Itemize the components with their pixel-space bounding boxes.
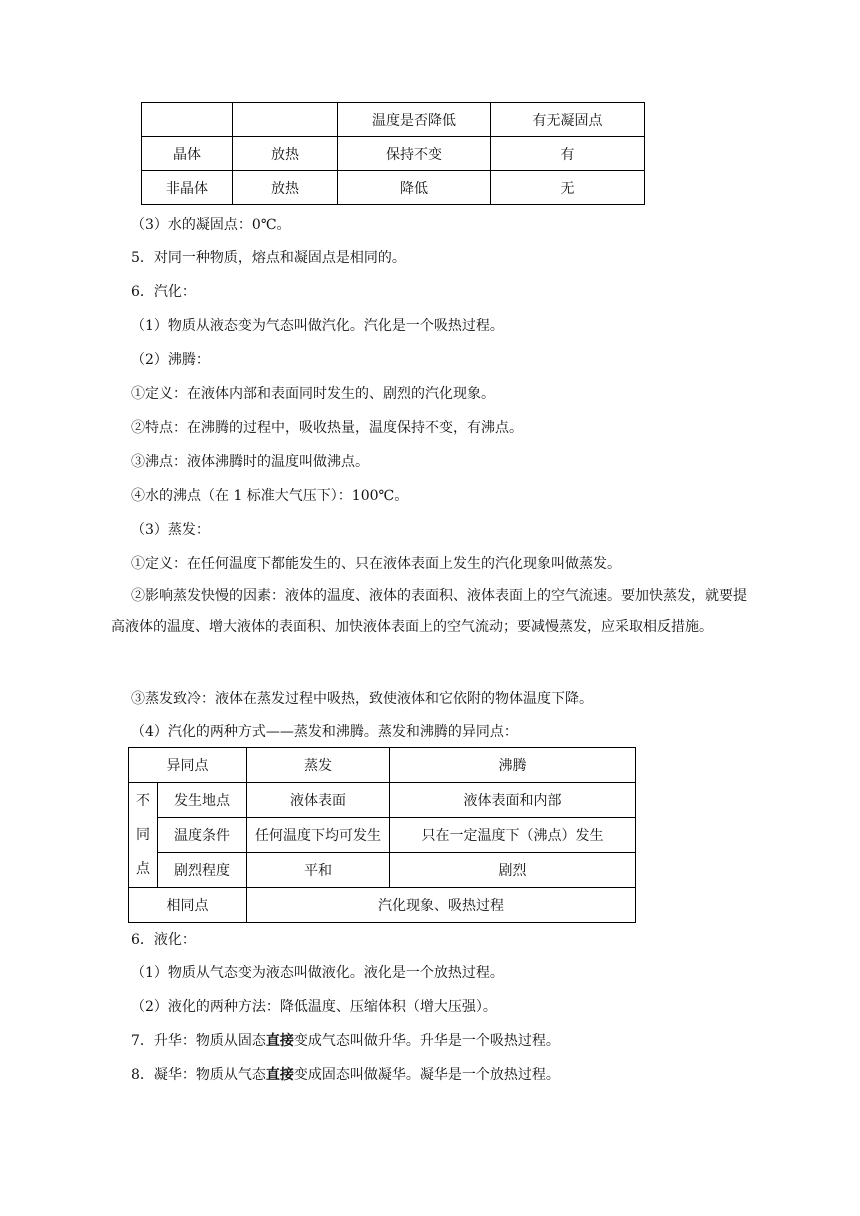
table-cell: 蒸发 xyxy=(247,748,390,783)
text-line: （1）物质从气态变为液态叫做液化。液化是一个放热过程。 xyxy=(131,965,504,981)
table-cell: 任何温度下均可发生 xyxy=(247,818,390,853)
table-cell xyxy=(233,103,338,137)
table-cell: 剧烈程度 xyxy=(158,853,247,888)
text-line: ②特点：在沸腾的过程中，吸收热量，温度保持不变，有沸点。 xyxy=(131,420,523,436)
sub-heading: （3）蒸发： xyxy=(131,522,210,538)
text-segment: 8．凝华：物质从气态 xyxy=(131,1067,266,1083)
text-line: （1）物质从液态变为气态叫做汽化。汽化是一个吸热过程。 xyxy=(131,318,504,334)
table-cell: 沸腾 xyxy=(390,748,636,783)
sub-heading: （2）沸腾： xyxy=(131,352,210,368)
text-line: 5．对同一种物质，熔点和凝固点是相同的。 xyxy=(131,250,406,266)
text-line: ①定义：在液体内部和表面同时发生的、剧烈的汽化现象。 xyxy=(131,386,495,402)
table-row xyxy=(142,103,645,137)
table-cell: 剧烈 xyxy=(390,853,636,888)
table-group-char: 同 xyxy=(136,827,150,843)
table-cell: 异同点 xyxy=(129,748,247,783)
table-cell: 晶体 xyxy=(142,137,233,171)
emphasis-text: 直接 xyxy=(265,1067,294,1083)
table-group-char: 点 xyxy=(136,861,150,877)
section-heading: 6．汽化： xyxy=(131,284,196,300)
table-cell: 只在一定温度下（沸点）发生 xyxy=(390,818,636,853)
table-cell: 液体表面和内部 xyxy=(390,783,636,818)
text-segment: 变成固态叫做凝华。凝华是一个放热过程。 xyxy=(293,1067,560,1083)
text-line: （3）水的凝固点：0℃。 xyxy=(131,217,291,233)
paragraph: ②影响蒸发快慢的因素：液体的温度、液体的表面积、液体表面上的空气流速。要加快蒸发，就要提高液体的温度、增大液体的表面积、加快液体表面上的空气流动；要减慢蒸发，应采取相反措施。 xyxy=(111,588,747,635)
text-line: ③蒸发致冷：液体在蒸发过程中吸热，致使液体和它依附的物体温度下降。 xyxy=(131,691,593,707)
text-segment: 变成气态叫做升华。升华是一个吸热过程。 xyxy=(293,1033,560,1049)
table-cell: 平和 xyxy=(247,853,390,888)
table-cell: 降低 xyxy=(338,171,491,205)
text-line xyxy=(131,1065,560,1085)
table-cell: 保持不变 xyxy=(338,137,491,171)
table-row xyxy=(142,137,645,171)
table-row xyxy=(129,783,636,818)
text-line: ①定义：在任何温度下都能发生的、只在液体表面上发生的汽化现象叫做蒸发。 xyxy=(131,556,621,572)
table-row xyxy=(129,888,636,923)
table-row xyxy=(142,171,645,205)
text-line xyxy=(131,1031,560,1051)
table-cell: 汽化现象、吸热过程 xyxy=(247,888,636,923)
table-row xyxy=(129,818,636,853)
table-cell: 放热 xyxy=(233,137,338,171)
table-cell: 非晶体 xyxy=(142,171,233,205)
solidification-table xyxy=(141,102,645,205)
text-line: （2）液化的两种方法：降低温度、压缩体积（增大压强）。 xyxy=(131,999,497,1015)
emphasis-text: 直接 xyxy=(265,1033,294,1049)
evaporation-boiling-table xyxy=(128,747,636,923)
text-line: ④水的沸点（在 1 标准大气压下）：100℃。 xyxy=(131,488,409,504)
table-cell-group-label xyxy=(129,783,158,888)
table-cell: 相同点 xyxy=(129,888,247,923)
table-cell: 发生地点 xyxy=(158,783,247,818)
text-line: （4）汽化的两种方式——蒸发和沸腾。蒸发和沸腾的异同点： xyxy=(131,724,518,740)
table-group-char: 不 xyxy=(136,793,150,809)
table-cell: 温度条件 xyxy=(158,818,247,853)
table-cell xyxy=(142,103,233,137)
table-row xyxy=(129,748,636,783)
text-segment: 7．升华：物质从固态 xyxy=(131,1033,266,1049)
table-cell: 有 xyxy=(491,137,645,171)
text-line: ③沸点：液体沸腾时的温度叫做沸点。 xyxy=(131,454,369,470)
table-cell: 无 xyxy=(491,171,645,205)
table-cell: 有无凝固点 xyxy=(491,103,645,137)
table-cell: 温度是否降低 xyxy=(338,103,491,137)
table-cell: 液体表面 xyxy=(247,783,390,818)
table-cell: 放热 xyxy=(233,171,338,205)
section-heading: 6．液化： xyxy=(131,932,196,948)
table-row xyxy=(129,853,636,888)
